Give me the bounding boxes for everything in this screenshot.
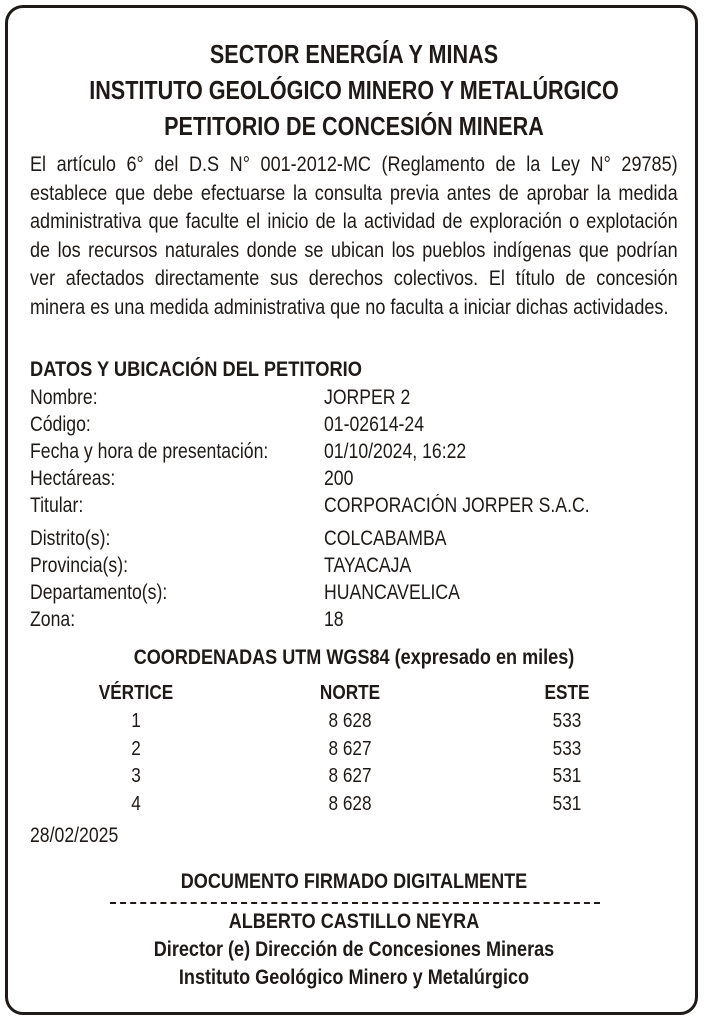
field-nombre bbox=[30, 384, 678, 412]
column-header-norte: NORTE bbox=[319, 682, 381, 704]
field-value: HUANCAVELICA bbox=[324, 581, 460, 604]
field-provincia bbox=[30, 552, 678, 580]
field-label: Hectáreas: bbox=[30, 467, 116, 490]
digital-signature-label: DOCUMENTO FIRMADO DIGITALMENTE bbox=[180, 870, 528, 893]
header-petition-title: PETITORIO DE CONCESIÓN MINERA bbox=[164, 111, 544, 141]
notice-content bbox=[30, 36, 678, 989]
field-fecha bbox=[30, 438, 678, 466]
field-distrito bbox=[30, 525, 678, 553]
field-label: Titular: bbox=[30, 494, 84, 517]
field-label: Código: bbox=[30, 413, 91, 436]
notice-header bbox=[30, 36, 678, 144]
east-cell: 531 bbox=[552, 765, 582, 787]
vertex-cell: 2 bbox=[131, 737, 141, 760]
intro-paragraph: El artículo 6° del D.S N° 001-2012-MC (Reglamento de la Ley N° 29785) establece que debe efectuarse la consulta previa antes de aprobar la medida administrativa que faculte el inicio de la actividad de exploración o explotación de los recursos naturales donde se ubican los pueblos indígenas que podrían ver afectados directamente sus derechos colectivos. El título de concesión minera es una medida administrativa que no faculta a iniciar dichas actividades. bbox=[30, 152, 678, 319]
vertex-cell: 4 bbox=[131, 792, 141, 815]
field-codigo bbox=[30, 411, 678, 439]
north-cell: 8 627 bbox=[328, 765, 372, 787]
header-sector: SECTOR ENERGÍA Y MINAS bbox=[209, 39, 499, 69]
field-label: Departamento(s): bbox=[30, 581, 168, 604]
signer-name: ALBERTO CASTILLO NEYRA bbox=[228, 910, 480, 933]
field-departamento bbox=[30, 579, 678, 607]
east-cell: 533 bbox=[552, 737, 582, 760]
north-cell: 8 628 bbox=[328, 792, 372, 815]
vertex-cell: 3 bbox=[131, 765, 141, 787]
field-value: CORPORACIÓN JORPER S.A.C. bbox=[324, 494, 590, 517]
field-value: 200 bbox=[324, 467, 354, 490]
field-value: 01/10/2024, 16:22 bbox=[324, 440, 467, 463]
table-row bbox=[30, 763, 678, 791]
east-cell: 531 bbox=[552, 792, 582, 815]
field-value: TAYACAJA bbox=[324, 554, 412, 577]
coordinates-header-row bbox=[30, 680, 678, 708]
field-value: 18 bbox=[324, 608, 344, 631]
field-value: COLCABAMBA bbox=[324, 527, 447, 550]
east-cell: 533 bbox=[552, 710, 582, 732]
field-label: Distrito(s): bbox=[30, 527, 111, 550]
north-cell: 8 628 bbox=[328, 710, 372, 732]
signature-block bbox=[30, 908, 678, 992]
table-row bbox=[30, 708, 678, 736]
signature-digital-note bbox=[30, 868, 678, 896]
field-value: 01-02614-24 bbox=[324, 413, 425, 436]
field-zona bbox=[30, 606, 678, 634]
field-label: Provincia(s): bbox=[30, 554, 129, 577]
header-institute: INSTITUTO GEOLÓGICO MINERO Y METALÚRGICO bbox=[89, 75, 619, 105]
column-header-este: ESTE bbox=[544, 682, 590, 704]
signer-position: Director (e) Dirección de Concesiones Mineras bbox=[153, 938, 555, 961]
field-value: JORPER 2 bbox=[324, 386, 411, 409]
north-cell: 8 627 bbox=[328, 737, 372, 760]
table-row bbox=[30, 736, 678, 764]
column-header-vertice: VÉRTICE bbox=[98, 682, 174, 704]
field-label: Nombre: bbox=[30, 386, 98, 409]
coordinates-title: COORDENADAS UTM WGS84 (expresado en miles) bbox=[133, 646, 575, 669]
section-title: DATOS Y UBICACIÓN DEL PETITORIO bbox=[30, 358, 362, 381]
table-row bbox=[30, 791, 678, 819]
field-hectareas bbox=[30, 465, 678, 493]
field-label: Fecha y hora de presentación: bbox=[30, 440, 269, 463]
coordinates-table bbox=[30, 680, 678, 818]
publication-date: 28/02/2025 bbox=[30, 824, 119, 847]
field-titular bbox=[30, 492, 678, 520]
signer-institution: Instituto Geológico Minero y Metalúrgico bbox=[178, 966, 530, 989]
signature-divider bbox=[110, 902, 600, 904]
vertex-cell: 1 bbox=[131, 710, 141, 732]
field-label: Zona: bbox=[30, 608, 76, 631]
